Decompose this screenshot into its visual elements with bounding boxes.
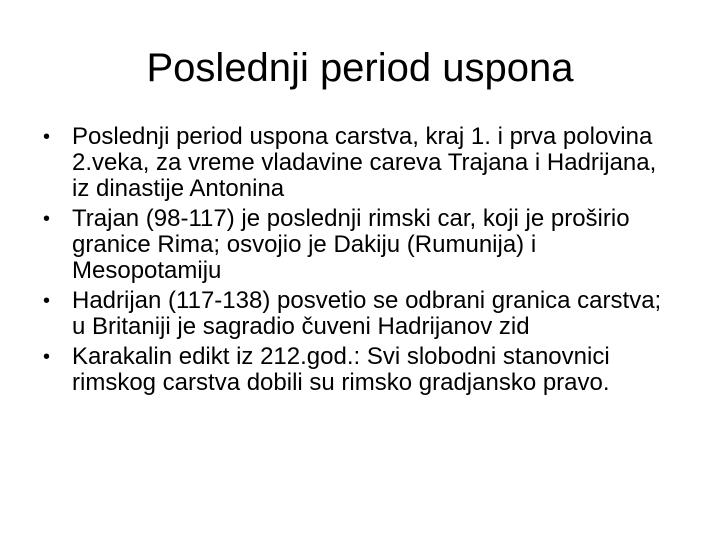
bullet-text: Poslednji period uspona carstva, kraj 1. i prva polovina 2.veka, za vreme vladavine careva Trajana i Hadrijana, iz dinastije Antonina: [72, 123, 657, 202]
bullet-list: [43, 123, 672, 400]
bullet-item: [43, 343, 672, 396]
bullet-item: [43, 205, 672, 284]
slide-title: Poslednji period uspona: [146, 46, 574, 90]
bullet-dot-icon: •: [43, 290, 51, 312]
bullet-dot-icon: •: [43, 346, 51, 368]
bullet-item: [43, 123, 672, 202]
bullet-dot-icon: •: [43, 126, 51, 148]
bullet-item: [43, 287, 672, 340]
bullet-text: Hadrijan (117-138) posvetio se odbrani granica carstva; u Britaniji je sagradio čuveni Hadrijanov zid: [72, 287, 662, 340]
bullet-dot-icon: •: [43, 208, 51, 230]
bullet-text: Trajan (98-117) je poslednji rimski car, koji je proširio granice Rima; osvojio je Dakiju (Rumunija) i Mesopotamiju: [72, 205, 630, 284]
bullet-text: Karakalin edikt iz 212.god.: Svi slobodni stanovnici rimskog carstva dobili su rimsko gradjansko pravo.: [72, 343, 610, 396]
